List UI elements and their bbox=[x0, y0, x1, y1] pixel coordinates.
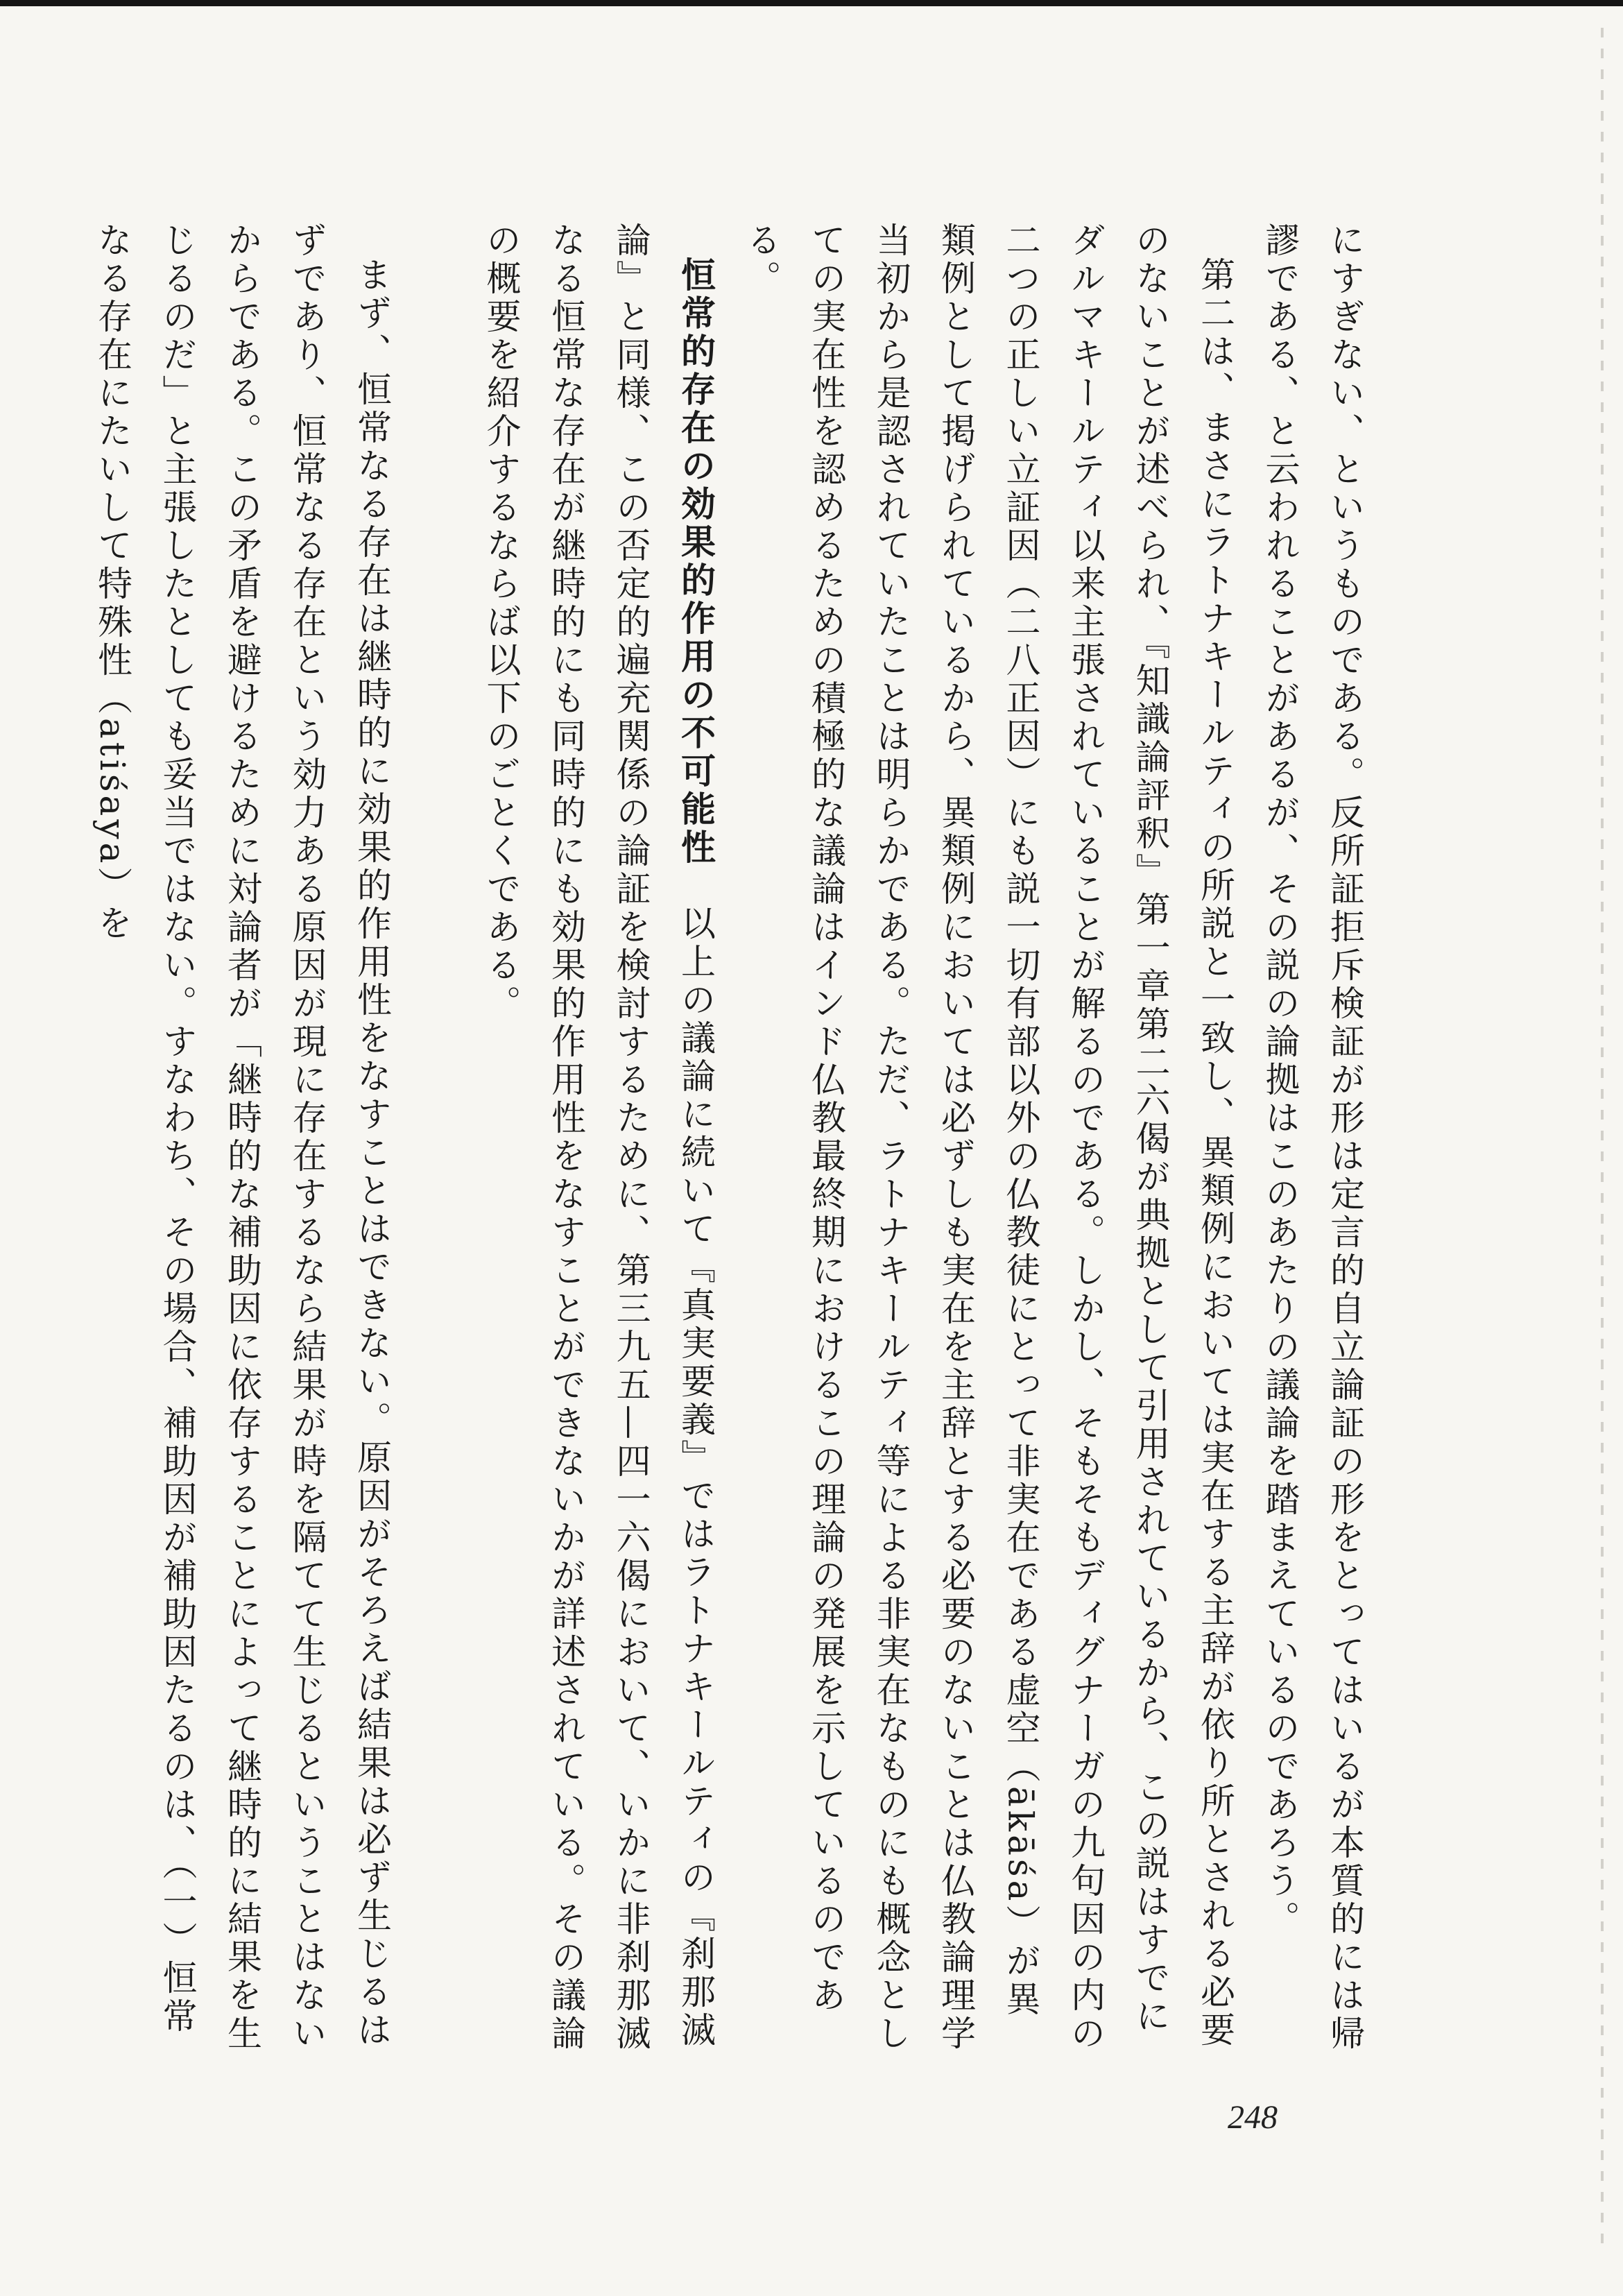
paragraph-second-point: 第二は、まさにラトナキールティの所説と一致し、異類例においては実在する主辞が依り所とされる必要のないことが述べられ、『知識論評釈』第一章第二六偈が典拠として引用されているから、この説はすでにダルマキールティ以来主張されていることが解るのである。しかし、そもそもディグナーガの九句因の内の二つの正しい立証因（二八正因）にも説一切有部以外の仏教徒にとって非実在である虚空（ākāśa）が異類例として掲げられているから、異類例においては必ずしも実在を主辞とする必要のないことは仏教論理学当初から是認されていたことは明らかである。ただ、ラトナキールティ等による非実在なものにも概念としての実在性を認めるための積極的な議論はインド仏教最終期におけるこの理論の発展を示しているのである。 bbox=[741, 222, 1235, 2053]
vertical-text-body bbox=[92, 222, 1377, 2053]
paragraph-first-argument: まず、恒常なる存在は継時的に効果的作用性をなすことはできない。原因がそろえば結果は必ず生じるはずであり、恒常なる存在という効力ある原因が現に存在するなら結果が時を隔てて生じるということはないからである。この矛盾を避けるために対論者が「継時的な補助因に依存することによって継時的に結果を生じるのだ」と主張したとしても妥当ではない。すなわち、その場合、補助因が補助因たるのは、（一）恒常なる存在にたいして特殊性（atiśaya）を bbox=[92, 222, 392, 2053]
section-body-text: 以上の議論に続いて『真実要義』ではラトナキールティの『刹那滅論』と同様、この否定的遍充関係の論証を検討するために、第三九五—四一六偈において、いかに非刹那滅なる恒常な存在が継時的にも同時的にも効果的作用性をなすことができないかが詳述されている。その議論の概要を紹介するならば以下のごとくである。 bbox=[481, 222, 716, 2053]
page-number: 248 bbox=[1228, 2099, 1278, 2136]
top-border-rule bbox=[0, 0, 1623, 6]
paragraph-continued: にすぎない、というものである。反所証拒斥検証が形は定言的自立論証の形をとってはいるが本質的には帰謬である、と云われることがあるが、その説の論拠はこのあたりの議論を踏まえているのであろう。 bbox=[1260, 222, 1365, 2053]
page-edge-shadow bbox=[1601, 28, 1604, 2247]
section-heading: 恒常的存在の効果的作用の不可能性 bbox=[676, 257, 716, 867]
paragraph-section bbox=[468, 222, 728, 2053]
